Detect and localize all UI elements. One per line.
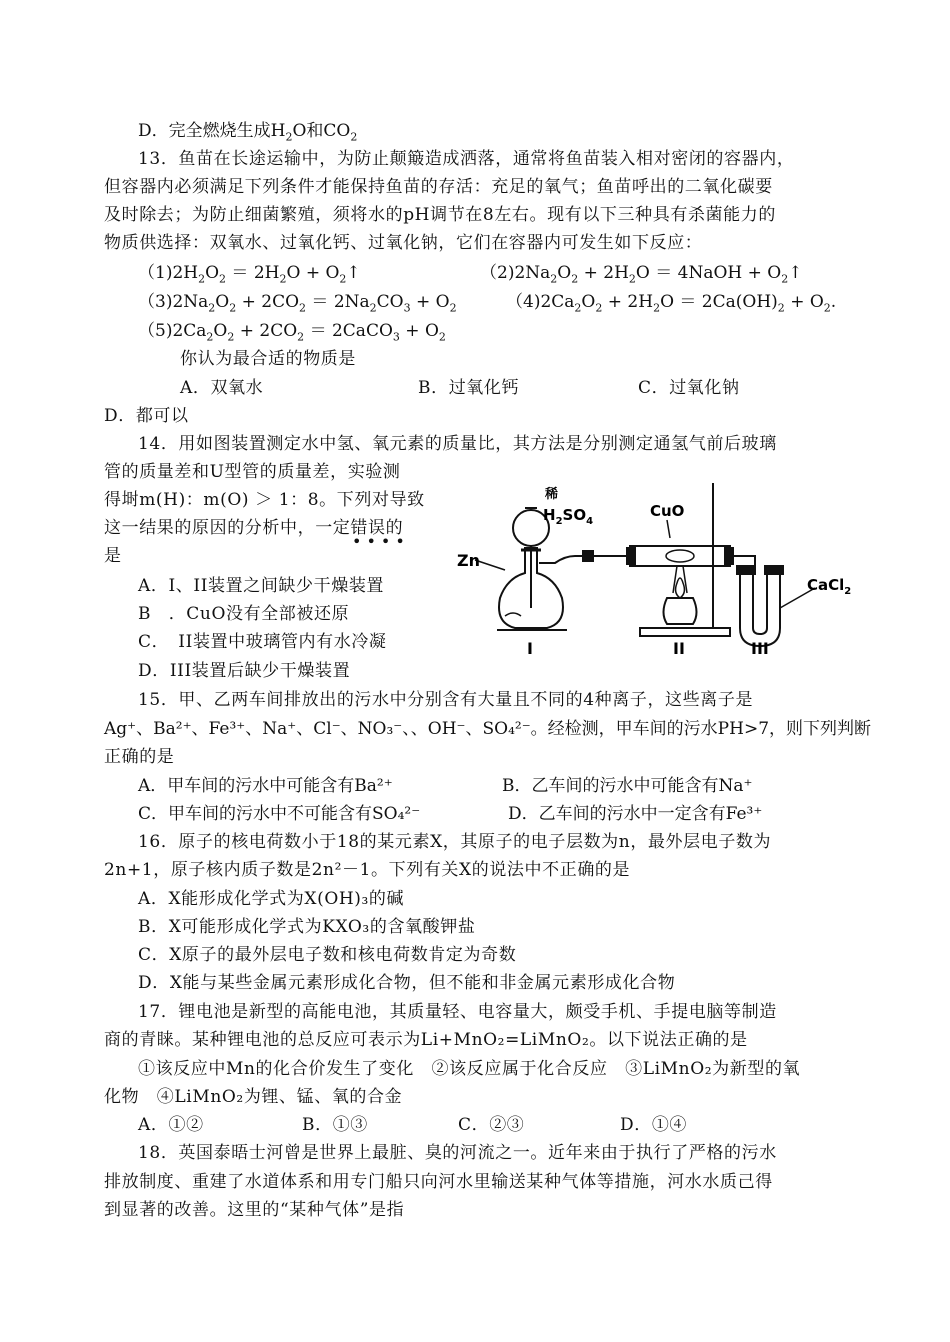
q14-option-c: C． II装置中玻璃管内有水冷凝 [138, 632, 387, 652]
q13-reaction-1: $(1)2H_2O_2 = 2H_2O$ + $O_2↑$ [138, 263, 361, 286]
q15-option-a: A．甲车间的污水中可能含有Ba²⁺ [138, 776, 393, 796]
q17-line-4: 化物 ④LiMnO₂为锂、锰、氧的合金 [104, 1087, 403, 1107]
q13-option-c: C．过氧化钠 [638, 378, 740, 398]
q17-option-a: A．①② [138, 1115, 204, 1135]
label-i: I [527, 639, 533, 658]
q17-line-2: 商的青睐。某种锂电池的总反应可表示为Li+MnO₂=LiMnO₂。以下说法正确的是 [104, 1030, 748, 1050]
q16-option-d: D．X能与某些金属元素形成化合物，但不能和非金属元素形成化合物 [138, 973, 676, 993]
q17-option-c: C．②③ [458, 1115, 525, 1135]
q15-option-b: B．乙车间的污水中可能含有Na⁺ [502, 776, 753, 796]
q17-option-d: D．①④ [620, 1115, 688, 1135]
label-iii: III [751, 639, 769, 658]
label-zn: Zn [457, 551, 480, 570]
q13-option-b: B．过氧化钙 [418, 378, 520, 398]
label-acid: $H_2SO_4$ [543, 506, 594, 527]
q14-line-5: 是 [104, 546, 122, 566]
q14-line-2: 管的质量差和U型管的质量差，实验测 [104, 462, 401, 482]
q13-question: 你认为最合适的物质是 [180, 349, 356, 369]
q13-line-2: 但容器内必须满足下列条件才能保持鱼苗的存活：充足的氧气；鱼苗呼出的二氧化碳要 [104, 177, 773, 197]
q14-line-3: 得埘m(H)：m(O) ＞ 1：8。下列对导致 [104, 490, 425, 510]
q13-reaction-2: $(2)2Na_2O_2 + 2H_2O$ ＝ 4NaOH + $O_2↑$ [480, 263, 803, 286]
q14-option-a: A．I、II装置之间缺少干燥装置 [138, 576, 385, 596]
q17-line-1: 17．锂电池是新型的高能电池，其质量轻、电容量大，颇受手机、手提电脑等制造 [138, 1002, 777, 1022]
q14-line-4: 这一结果的原因的分析中，一定错误的 [104, 518, 404, 538]
q14-emphasis-dots: •••• [352, 532, 410, 551]
label-cuo: CuO [650, 502, 685, 520]
label-dilute: 稀 [545, 487, 559, 502]
q15-line-1: 15．甲、乙两车间排放出的污水中分别含有大量且不同的4种离子，这些离子是 [138, 690, 754, 710]
label-ii: II [673, 639, 685, 658]
q16-line-2: 2n+1，原子核内质子数是2n²－1。下列有关X的说法中不正确的是 [104, 860, 631, 880]
q18-line-2: 排放制度、重建了水道体系和用专门船只向河水里输送某种气体等措施，河水水质己得 [104, 1172, 773, 1192]
q13-line-1: 13．鱼苗在长途运输中，为防止颠簸造成洒落，通常将鱼苗装入相对密闭的容器内， [138, 149, 795, 169]
q16-option-b: B．X可能形成化学式为KXO₃的含氧酸钾盐 [138, 917, 476, 937]
q14-line-1: 14．用如图装置测定水中氢、氧元素的质量比，其方法是分别测定通氢气前后玻璃 [138, 434, 777, 454]
q15-option-d: D．乙车间的污水中一定含有Fe³⁺ [508, 804, 763, 824]
q13-reaction-5: $(5)2Ca_2O_2 + 2CO_2$ ＝ 2CaCO$_3$ + $O_2$ [138, 321, 446, 344]
q13-option-a: A．双氧水 [180, 378, 264, 398]
q13-reaction-3: $(3)2Na_2O_2 + 2CO_2 = 2Na_2CO_3 + O_2$ [138, 292, 457, 315]
q17-option-b: B．①③ [302, 1115, 368, 1135]
q14-option-b: B ．CuO没有全部被还原 [138, 604, 350, 624]
alcohol-lamp [664, 598, 697, 624]
label-cacl2: CaCl$_2$ [807, 576, 852, 597]
q16-line-1: 16．原子的核电荷数小于18的某元素X，其原子的电子层数为n，最外层电子数为 [138, 832, 772, 852]
u-tube-iii [740, 573, 780, 646]
q13-line-4: 物质供选择：双氧水、过氧化钙、过氧化钠，它们在容器内可发生如下反应： [104, 233, 703, 253]
q15-line-3: 正确的是 [104, 747, 175, 767]
q12-option-d: D．完全燃烧生成$H_2O$和$CO_2$ [138, 121, 358, 144]
glass-tube-ii [630, 546, 730, 566]
apparatus-figure [455, 478, 855, 658]
q18-line-3: 到显著的改善。这里的“某种气体”是指 [104, 1200, 405, 1220]
q15-option-c: C．甲车间的污水中不可能含有SO₄²⁻ [138, 804, 421, 824]
q17-line-3: ①该反应中Mn的化合价发生了变化 ②该反应属于化合反应 ③LiMnO₂为新型的氧 [138, 1059, 801, 1079]
q14-option-d: D．III装置后缺少干燥装置 [138, 661, 351, 681]
q15-ions: Ag⁺、Ba²⁺、Fe³⁺、Na⁺、Cl⁻、NO₃⁻、、OH⁻、SO₄²⁻。经检测，甲车间的污水PH>7，则下列判断 [104, 719, 872, 739]
q16-option-c: C．X原子的最外层电子数和核电荷数肯定为奇数 [138, 945, 517, 965]
q18-line-1: 18．英国泰晤士河曾是世界上最脏、臭的河流之一。近年来由于执行了严格的污水 [138, 1143, 777, 1163]
q13-option-d: D．都可以 [104, 406, 189, 426]
q13-reaction-4: $(4)2Ca_2O_2 + 2H_2O = 2Ca(OH)_2 + O_2$. [506, 292, 837, 315]
q16-option-a: A．X能形成化学式为X(OH)₃的碱 [138, 889, 405, 909]
q13-line-3: 及时除去；为防止细菌繁殖，须将水的pH调节在8左右。现有以下三种具有杀菌能力的 [104, 205, 776, 225]
